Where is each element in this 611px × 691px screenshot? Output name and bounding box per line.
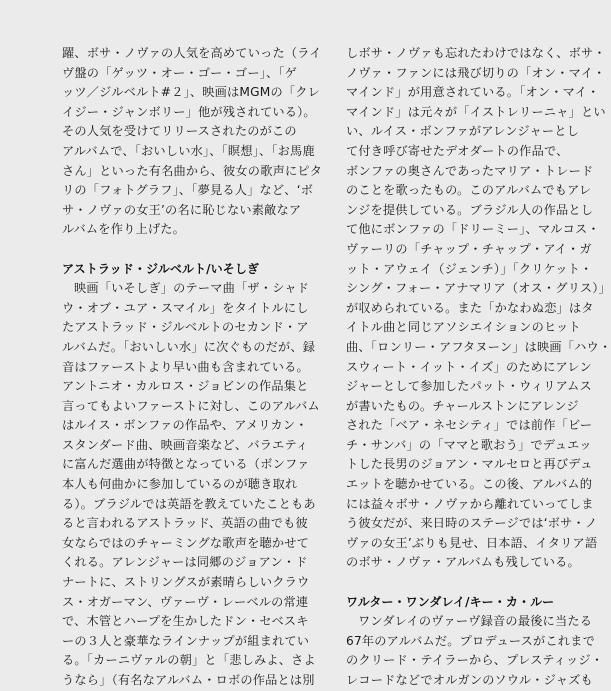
text-line: ルバムだ。「おいしい水」に次ぐものだが、録 — [62, 339, 316, 354]
text-line: る）。ブラジルでは英語を教えていたこともあ — [62, 496, 316, 511]
text-line: ヴ盤の「ゲッツ・オー・ゴー・ゴー」、「ゲ — [62, 65, 298, 80]
text-line: マインド」が用意されている。「オン・マイ・ — [346, 85, 600, 100]
text-line: ノヴァ・ファンには飛び切りの「オン・マイ・ — [346, 65, 606, 80]
text-line: 女ならではのチャーミングな歌声を聴かせて — [62, 535, 310, 550]
text-line: くれる。アレンジャーは同郷のジョアン・ド — [62, 555, 308, 570]
text-line: ボンファの奥さんであったマリア・トレード — [346, 163, 594, 178]
text-line: リの「フォトグラフ」、「夢見る人」など、‘ボ — [62, 183, 314, 198]
text-line: スウィート・イット・イズ」のためにアレン — [346, 359, 592, 374]
text-line: スタンダード曲、映画音楽など、バラエティ — [62, 437, 309, 452]
text-line: 曲、「ロンリー・アフタヌーン」は映画「ハウ・ — [346, 339, 611, 354]
text-line: 躍、ボサ・ノヴァの人気を高めていった（ライ — [62, 46, 322, 60]
text-line: て付き呼び寄せたデオダートの作品で、 — [346, 143, 569, 158]
left-paragraph-2 — [62, 279, 328, 690]
text-line: アルバムで、「おいしい水」、「瞑想」、「お馬鹿 — [62, 143, 315, 158]
text-line: たアストラッド・ジルベルトのセカンド・ア — [62, 320, 309, 335]
text-line: ナートに、ストリングスが素晴らしいクラウ — [62, 575, 310, 590]
text-line: ス・オガーマン、ヴァーヴ・レーベルの常連 — [62, 594, 309, 609]
text-line: のクリード・テイラーから、プレスティッジ・ — [346, 653, 604, 668]
text-line: ルバムを作り上げた。 — [62, 222, 186, 237]
text-line: ッツ／ジルベルト#２」、映画はMGMの「クレ — [62, 85, 321, 100]
text-line: 音はファーストより早い曲も含まれている。 — [62, 359, 309, 374]
text-line: い、ルイス・ボンファがアレンジャーとし — [346, 124, 580, 139]
text-line: さん」といった有名曲から、彼女の歌声にピタ — [62, 163, 323, 178]
left-paragraph-1 — [62, 44, 328, 240]
text-line: 映画「いそしぎ」のテーマ曲「ザ・シャド — [74, 281, 310, 296]
text-line: ヴァーリの「チャップ・チャップ・アイ・ガ — [346, 241, 592, 256]
text-line: エットを聴かせている。この後、アルバム的 — [346, 477, 593, 492]
text-line: その人気を受けてリリースされたのがこの — [62, 124, 297, 139]
text-line: ヴァの女王’ぶりも見せ、日本語、イタリア語 — [346, 535, 598, 550]
section-heading-walter-wanderley: ワルター・ワンダレイ/キー・カ・ルー — [346, 594, 555, 609]
text-line: 本人も何曲かに参加しているのが聴き取れ — [62, 477, 298, 492]
left-column — [62, 44, 328, 691]
text-line: ると言われるアストラッド、英語の曲でも彼 — [62, 516, 308, 531]
right-paragraph-1 — [346, 44, 611, 573]
text-line: ワンダレイのヴァーヴ録音の最後に当たる — [358, 614, 593, 629]
text-line: て他にボンファの「ドリーミー」、マルコス・ — [346, 222, 600, 237]
text-line: ット・アウェイ（ジェンチ）」「クリケット・ — [346, 261, 593, 276]
section-heading-astrud-gilberto: アストラッド・ジルベルト/いそしぎ — [62, 261, 260, 276]
text-line: のことを歌ったもの。このアルバムでもアレ — [346, 183, 592, 198]
text-line: サ・ノヴァの女王’の名に恥じない素敵なア — [62, 202, 302, 217]
text-line: うなら」（有名なアルバム・ロボの作品とは別 — [62, 673, 315, 687]
text-line: 67年のアルバムだ。プロデュースがこれまで — [346, 633, 595, 648]
right-column — [346, 44, 611, 691]
text-line: イジー・ジャンボリー」他が残されている）。 — [62, 104, 316, 119]
text-line: ンジを提供している。ブラジル人の作品とし — [346, 202, 594, 217]
text-line: う彼女だが、来日時のステージでは‘ボサ・ノ — [346, 516, 598, 531]
text-line: はルイス・ボンファの作品や、アメリカン・ — [62, 418, 308, 433]
text-line: レコードなどでオルガンのソウル・ジャズも — [346, 673, 593, 687]
text-line: が収められている。また「かなわぬ恋」はタ — [346, 300, 594, 315]
text-line: チ・サンバ」の「ママと歌おう」でデュエッ — [346, 437, 592, 452]
text-line: る。「カーニヴァルの朝」と「悲しみよ、さよ — [62, 653, 316, 668]
text-line: しボサ・ノヴァも忘れたわけではなく、ボサ・ — [346, 46, 606, 60]
text-line: で、木管とハープを生かしたドン・セベスキ — [62, 614, 309, 629]
text-line: された「ベア・ネセシティ」では前作「ビー — [346, 418, 593, 433]
text-line: トした長男のジョアン・マルセロと再びデュ — [346, 457, 593, 472]
text-line: シング・フォー・アナマリア（オス・グリス）」 — [346, 281, 611, 296]
text-line: マインド」は元々が「イストレリーニャ」とい — [346, 104, 606, 119]
text-line: のボサ・ノヴァ・アルバムも残している。 — [346, 555, 580, 570]
text-line: ウ・オブ・ユア・スマイル」をタイトルにし — [62, 300, 309, 315]
text-line: ジャーとして参加したパット・ウィリアムス — [346, 379, 592, 394]
text-line: が書いたもの。チャールストンにアレンジ — [346, 398, 579, 413]
text-line: アントニオ・カルロス・ジョビンの作品集と — [62, 379, 309, 394]
text-line: ーの３人と豪華なラインナップが組まれてい — [62, 633, 310, 648]
text-line: に富んだ選曲が特徴となっている（ボンファ — [62, 457, 310, 472]
text-line: イトル曲と同じアソシエイションのヒット — [346, 320, 581, 335]
text-line: には益々ボサ・ノヴァから離れていってしま — [346, 496, 594, 511]
right-paragraph-2 — [346, 612, 604, 690]
text-line: 言ってもよいファーストに対し、このアルバム — [62, 398, 320, 413]
